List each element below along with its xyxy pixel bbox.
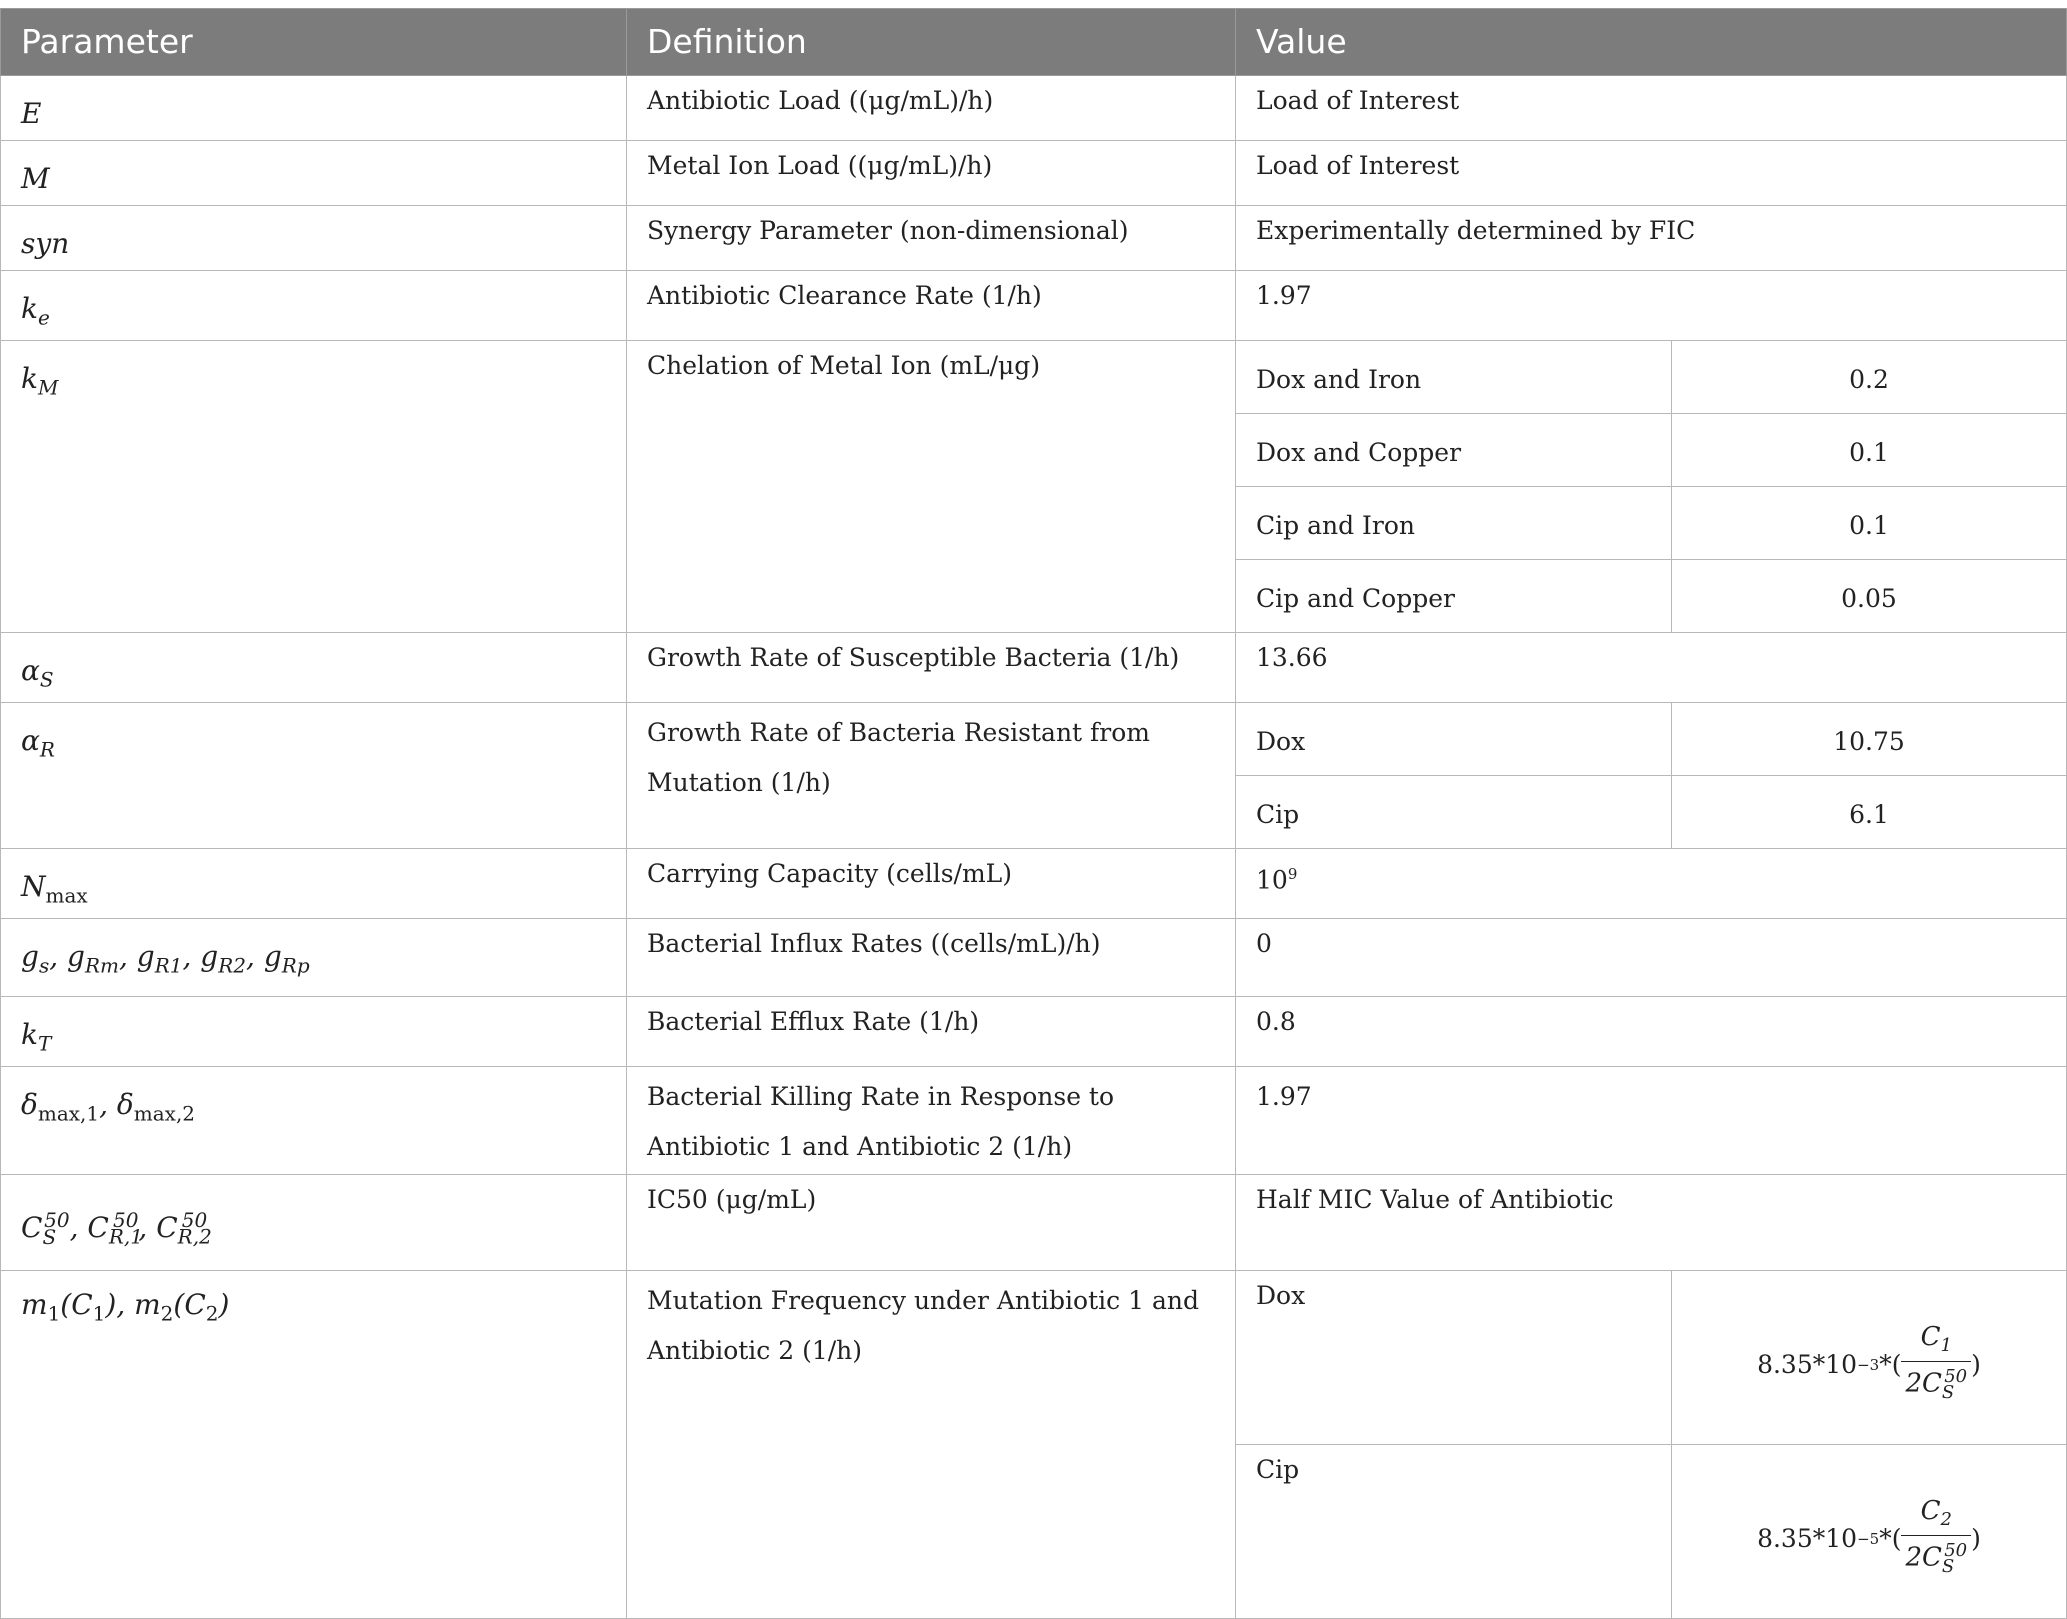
row-syn [1,206,2067,271]
alphaR-value-dox: 10.75 [1672,703,2067,776]
row-alphaR [1,703,2067,776]
definition-Nmax: Carrying Capacity (cells/mL) [627,849,1236,919]
kM-label-dox-copper: Dox and Copper [1236,414,1672,487]
row-kT [1,997,2067,1067]
definition-C50: IC50 (μg/mL) [627,1175,1236,1271]
row-E [1,76,2067,141]
value-kT: 0.8 [1236,997,2067,1067]
definition-m: Mutation Frequency under Antibiotic 1 and Antibiotic 2 (1/h) [627,1271,1236,1619]
kM-value-dox-iron: 0.2 [1672,341,2067,414]
definition-ke: Antibiotic Clearance Rate (1/h) [627,271,1236,341]
symbol-kM: $k_M$ [1,341,627,633]
definition-alphaR: Growth Rate of Bacteria Resistant from Mutation (1/h) [627,703,1236,849]
row-delta [1,1067,2067,1175]
definition-M: Metal Ion Load ((μg/mL)/h) [627,141,1236,206]
kM-value-dox-copper: 0.1 [1672,414,2067,487]
definition-syn: Synergy Parameter (non-dimensional) [627,206,1236,271]
m-formula-dox: 8.35*10 −3 *( $\frac{C_1}{2C_S^{50}}$ ) [1672,1271,2067,1445]
kM-label-cip-iron: Cip and Iron [1236,487,1672,560]
row-C50 [1,1175,2067,1271]
symbol-syn: syn [1,206,627,271]
definition-kM: Chelation of Metal Ion (mL/μg) [627,341,1236,633]
value-M: Load of Interest [1236,141,2067,206]
header-row [1,9,2067,76]
symbol-E: E [1,76,627,141]
parameters-table [0,8,2067,1619]
header-value: Value [1236,9,2067,76]
row-kM [1,341,2067,414]
symbol-delta: $\delta_{max,1}$, $\delta_{max,2}$ [1,1067,627,1175]
symbol-ke: $k_e$ [1,271,627,341]
definition-kT: Bacterial Efflux Rate (1/h) [627,997,1236,1067]
symbol-g: $g_s$, $g_{Rm}$, $g_{R1}$, $g_{R2}$, $g_{Rp}$ [1,919,627,997]
definition-g: Bacterial Influx Rates ((cells/mL)/h) [627,919,1236,997]
value-g: 0 [1236,919,2067,997]
header-parameter: Parameter [1,9,627,76]
row-alphaS [1,633,2067,703]
definition-E: Antibiotic Load ((μg/mL)/h) [627,76,1236,141]
row-ke [1,271,2067,341]
value-syn: Experimentally determined by FIC [1236,206,2067,271]
symbol-alphaR: $\alpha_R$ [1,703,627,849]
alphaR-label-dox: Dox [1236,703,1672,776]
value-E: Load of Interest [1236,76,2067,141]
symbol-C50: $C_S^{50}$, $C_{R,1}^{50}$, $C_{R,2}^{50}$ [1,1175,627,1271]
m-label-dox: Dox [1236,1271,1672,1445]
symbol-M: M [1,141,627,206]
m-label-cip: Cip [1236,1445,1672,1619]
symbol-alphaS: $\alpha_S$ [1,633,627,703]
symbol-kT: $k_T$ [1,997,627,1067]
value-C50: Half MIC Value of Antibiotic [1236,1175,2067,1271]
value-alphaS: 13.66 [1236,633,2067,703]
alphaR-value-cip: 6.1 [1672,776,2067,849]
m-formula-cip: 8.35*10 −5 *( $\frac{C_2}{2C_S^{50}}$ ) [1672,1445,2067,1619]
kM-label-dox-iron: Dox and Iron [1236,341,1672,414]
row-m [1,1271,2067,1445]
value-delta: 1.97 [1236,1067,2067,1175]
kM-value-cip-copper: 0.05 [1672,560,2067,633]
symbol-Nmax: $N_{max}$ [1,849,627,919]
definition-delta: Bacterial Killing Rate in Response to Antibiotic 1 and Antibiotic 2 (1/h) [627,1067,1236,1175]
row-g [1,919,2067,997]
header-definition: Definition [627,9,1236,76]
value-ke: 1.97 [1236,271,2067,341]
row-M [1,141,2067,206]
value-Nmax: $10^9$ [1236,849,2067,919]
kM-value-cip-iron: 0.1 [1672,487,2067,560]
definition-alphaS: Growth Rate of Susceptible Bacteria (1/h) [627,633,1236,703]
symbol-m: $m_1(C_1)$, $m_2(C_2)$ [1,1271,627,1619]
row-Nmax [1,849,2067,919]
alphaR-label-cip: Cip [1236,776,1672,849]
kM-label-cip-copper: Cip and Copper [1236,560,1672,633]
